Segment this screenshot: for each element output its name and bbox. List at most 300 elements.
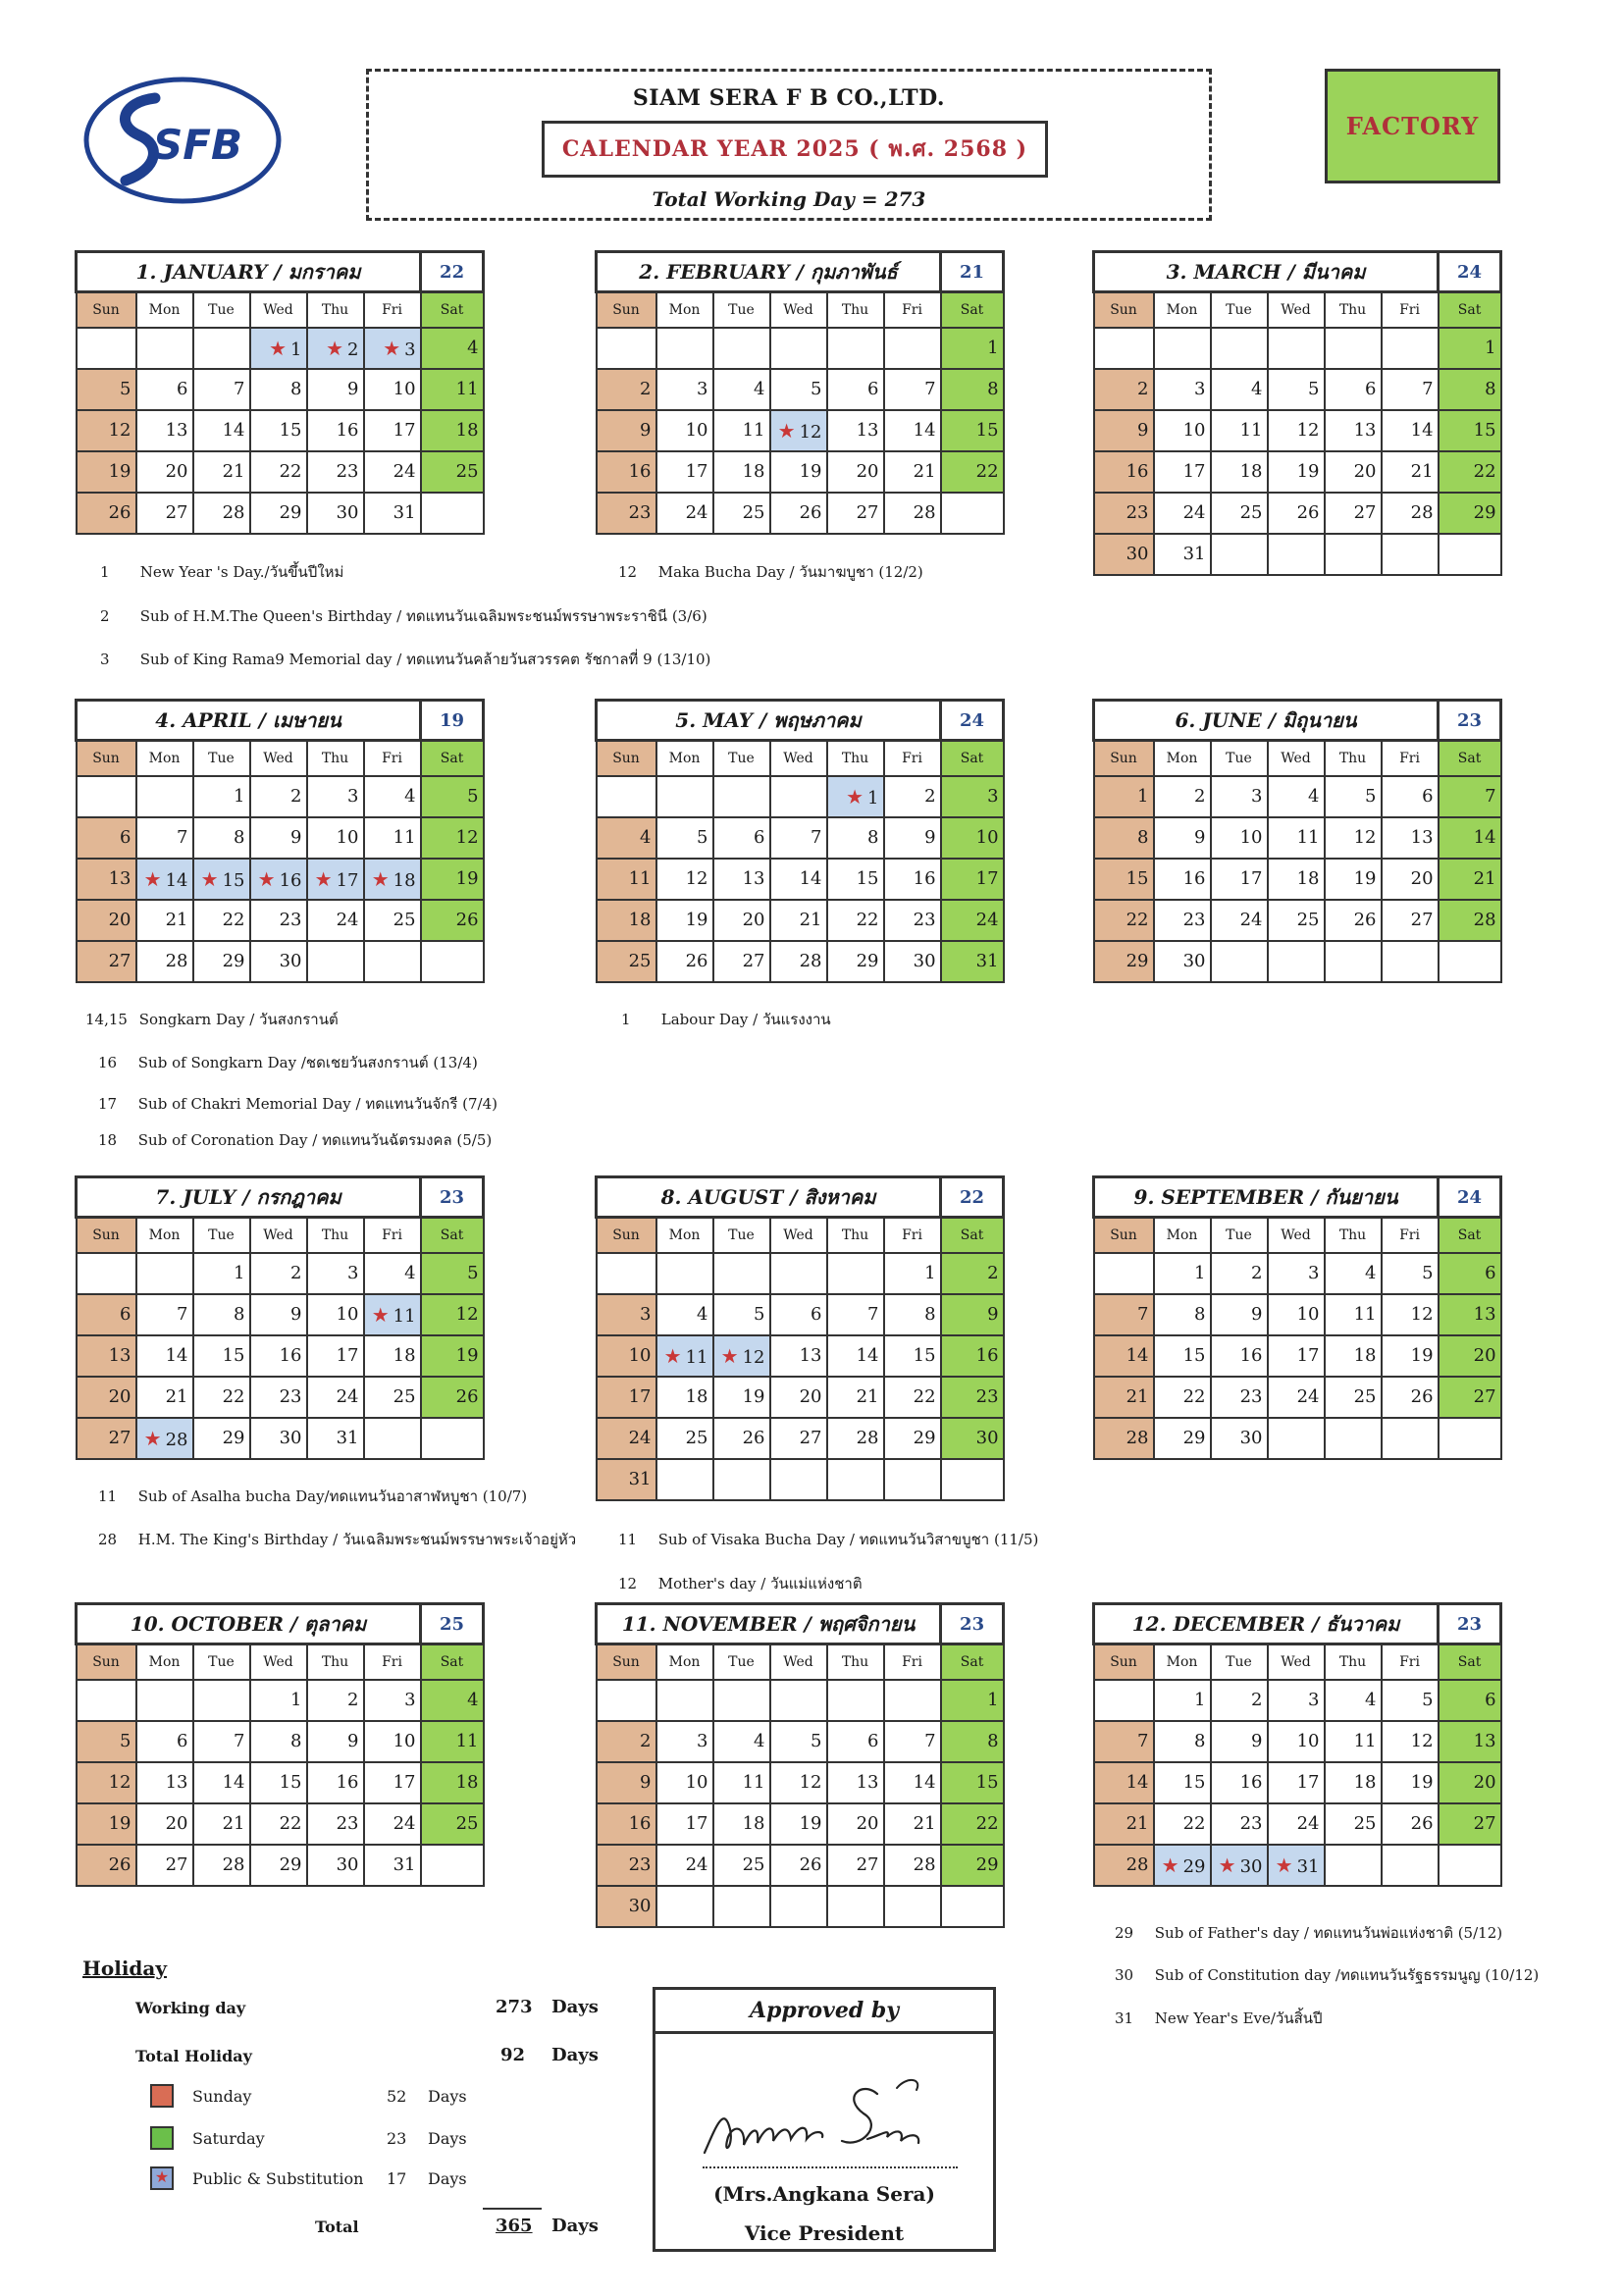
day-cell — [1211, 410, 1268, 451]
holiday-note: 29 Sub of Father's day / ทดแทนวันพ่อแห่งชาติ (5/12) — [1115, 1924, 1503, 1942]
empty-cell — [1325, 1845, 1382, 1886]
empty-cell — [884, 1886, 941, 1927]
weekday-header: Fri — [1382, 741, 1439, 776]
day-number: 3 — [404, 339, 416, 360]
approved-by-title: Approved by — [655, 1990, 993, 2034]
day-number: 5 — [1365, 786, 1377, 807]
day-cell — [656, 941, 713, 982]
day-cell — [770, 1377, 827, 1418]
approval-box — [653, 1987, 996, 2252]
day-cell — [770, 1294, 827, 1335]
empty-cell — [421, 941, 484, 982]
day-cell — [713, 1418, 770, 1459]
empty-cell — [1439, 1845, 1501, 1886]
day-cell — [136, 1418, 193, 1459]
day-number: 20 — [1353, 461, 1377, 482]
day-number: 2 — [640, 379, 652, 399]
sunday-label: Sunday — [192, 2087, 252, 2106]
day-cell — [941, 1680, 1004, 1721]
day-number: 24 — [393, 461, 416, 482]
holiday-note: 11 Sub of Asalha bucha Day/ทดแทนวันอาสาฬหบูชา (10/7) — [98, 1487, 528, 1505]
day-number: 30 — [1126, 544, 1149, 564]
total-holiday-label: Total Holiday — [135, 2047, 252, 2065]
empty-cell — [364, 1418, 421, 1459]
day-number: 13 — [108, 1345, 131, 1366]
day-cell — [713, 451, 770, 493]
day-cell — [770, 1335, 827, 1377]
day-cell — [1094, 1803, 1154, 1845]
holiday-note: 30 Sub of Constitution day /ทดแทนวันรัฐธรรมนูญ (10/12) — [1115, 1966, 1540, 1984]
weekday-header: Wed — [250, 292, 307, 328]
empty-cell — [364, 941, 421, 982]
day-cell — [656, 1762, 713, 1803]
holiday-star-icon: ★ — [1161, 1852, 1179, 1877]
day-cell — [770, 1845, 827, 1886]
month-title: 8. AUGUST / สิงหาคม — [597, 1177, 941, 1218]
day-cell — [77, 493, 136, 534]
day-number: 25 — [1353, 1386, 1377, 1407]
day-cell — [250, 1680, 307, 1721]
empty-cell — [1439, 1418, 1501, 1459]
day-number: 21 — [1473, 868, 1496, 889]
day-cell — [1154, 451, 1211, 493]
day-cell — [250, 1803, 307, 1845]
day-cell — [193, 900, 250, 941]
day-number: 6 — [1365, 379, 1377, 399]
day-cell — [827, 941, 884, 982]
day-number: 13 — [165, 1772, 188, 1793]
saturday-value: 23 — [387, 2129, 407, 2148]
empty-cell — [884, 1680, 941, 1721]
day-number: 18 — [393, 869, 416, 891]
day-number: 5 — [1422, 1263, 1434, 1283]
weekday-header: Fri — [884, 292, 941, 328]
weekday-header: Sun — [77, 1644, 136, 1680]
month-working-days: 23 — [941, 1604, 1004, 1644]
day-number: 1 — [987, 338, 999, 358]
weekday-header: Tue — [193, 741, 250, 776]
day-number: 24 — [628, 1428, 652, 1448]
day-number: 30 — [336, 1854, 359, 1875]
day-cell — [1094, 1294, 1154, 1335]
empty-cell — [136, 1253, 193, 1294]
day-number: 4 — [1365, 1690, 1377, 1710]
day-cell — [1154, 493, 1211, 534]
weekday-header: Mon — [136, 741, 193, 776]
day-cell — [1325, 776, 1382, 817]
day-number: 11 — [455, 1731, 479, 1751]
holiday-star-icon: ★ — [200, 866, 219, 891]
day-number: 1 — [1485, 338, 1496, 358]
day-cell — [656, 1294, 713, 1335]
total-working-day: Total Working Day = 273 — [652, 187, 926, 211]
day-number: 17 — [1296, 1772, 1320, 1793]
day-number: 15 — [279, 1772, 302, 1793]
day-number: 28 — [1473, 910, 1496, 930]
day-cell — [136, 1803, 193, 1845]
empty-cell — [193, 1680, 250, 1721]
day-cell — [307, 1803, 364, 1845]
day-cell — [364, 328, 421, 369]
public-unit: Days — [428, 2169, 467, 2188]
day-cell — [250, 859, 307, 900]
day-cell — [250, 1335, 307, 1377]
day-number: 28 — [165, 1429, 188, 1450]
day-number: 27 — [108, 1428, 131, 1448]
day-number: 4 — [754, 1731, 765, 1751]
day-number: 27 — [742, 951, 765, 971]
day-number: 21 — [165, 1386, 188, 1407]
day-cell — [884, 410, 941, 451]
day-number: 16 — [279, 1345, 302, 1366]
day-number: 6 — [811, 1304, 822, 1325]
day-cell — [193, 1721, 250, 1762]
day-cell — [421, 1803, 484, 1845]
weekday-header: Tue — [1211, 741, 1268, 776]
day-number: 3 — [1251, 786, 1263, 807]
weekday-header: Sat — [1439, 1644, 1501, 1680]
day-cell — [364, 900, 421, 941]
day-cell — [941, 1253, 1004, 1294]
weekday-header: Mon — [136, 292, 193, 328]
day-number: 18 — [455, 420, 479, 441]
day-number: 15 — [222, 1345, 245, 1366]
day-number: 21 — [856, 1386, 879, 1407]
empty-cell — [713, 328, 770, 369]
day-number: 5 — [467, 1263, 479, 1283]
day-cell — [1325, 1294, 1382, 1335]
day-cell — [1268, 1803, 1325, 1845]
day-number: 2 — [290, 786, 302, 807]
day-cell — [941, 1845, 1004, 1886]
day-cell — [1154, 1845, 1211, 1886]
day-cell — [713, 1294, 770, 1335]
total-holiday-value: 92 — [500, 2045, 526, 2065]
day-number: 21 — [1126, 1813, 1149, 1834]
day-number: 2 — [1137, 379, 1149, 399]
day-number: 30 — [279, 951, 302, 971]
day-number: 12 — [799, 1772, 822, 1793]
day-number: 13 — [799, 1345, 822, 1366]
day-number: 13 — [165, 420, 188, 441]
day-cell — [1094, 776, 1154, 817]
day-number: 8 — [987, 379, 999, 399]
day-cell — [1439, 1294, 1501, 1335]
month-title: 7. JULY / กรกฎาคม — [77, 1177, 421, 1218]
day-cell — [193, 451, 250, 493]
weekday-header: Sat — [941, 741, 1004, 776]
weekday-header: Fri — [884, 1644, 941, 1680]
holiday-note: 31 New Year's Eve/วันสิ้นปี — [1115, 2009, 1323, 2027]
day-cell — [77, 941, 136, 982]
day-number: 14 — [1473, 827, 1496, 848]
day-number: 10 — [1182, 420, 1206, 441]
day-number: 12 — [685, 868, 708, 889]
day-number: 10 — [1296, 1304, 1320, 1325]
day-number: 7 — [234, 1731, 245, 1751]
public-holiday-star-icon: ★ — [150, 2166, 174, 2190]
day-cell — [656, 900, 713, 941]
day-number: 27 — [1353, 502, 1377, 523]
holiday-note: 12 Mother's day / วันแม่แห่งชาติ — [618, 1575, 863, 1592]
weekday-header: Sat — [941, 1644, 1004, 1680]
day-cell — [1094, 941, 1154, 982]
day-cell — [1211, 776, 1268, 817]
month-working-days: 22 — [941, 1177, 1004, 1218]
weekday-header: Thu — [307, 1218, 364, 1253]
day-number: 5 — [120, 1731, 131, 1751]
day-cell — [421, 1680, 484, 1721]
weekday-header: Thu — [1325, 741, 1382, 776]
month-february — [595, 250, 1002, 535]
day-number: 14 — [222, 1772, 245, 1793]
day-number: 24 — [1239, 910, 1263, 930]
day-cell — [77, 859, 136, 900]
day-cell — [884, 1377, 941, 1418]
day-number: 25 — [393, 910, 416, 930]
day-cell — [1325, 900, 1382, 941]
day-number: 9 — [1251, 1304, 1263, 1325]
day-cell — [656, 1335, 713, 1377]
day-cell — [1382, 1294, 1439, 1335]
day-cell — [770, 410, 827, 451]
holiday-note: 18 Sub of Coronation Day / ทดแทนวันฉัตรมงคล (5/5) — [98, 1131, 493, 1149]
holiday-star-icon: ★ — [1275, 1852, 1293, 1877]
month-working-days: 25 — [421, 1604, 484, 1644]
empty-cell — [713, 1886, 770, 1927]
day-number: 4 — [754, 379, 765, 399]
day-cell — [421, 1335, 484, 1377]
weekday-header: Mon — [656, 292, 713, 328]
day-number: 24 — [1296, 1386, 1320, 1407]
day-cell — [1382, 1680, 1439, 1721]
day-number: 13 — [1410, 827, 1434, 848]
day-cell — [1094, 859, 1154, 900]
day-number: 11 — [393, 1305, 416, 1327]
day-number: 10 — [628, 1345, 652, 1366]
empty-cell — [1211, 328, 1268, 369]
signature-icon — [695, 2066, 969, 2174]
day-cell — [656, 1418, 713, 1459]
weekday-header: Wed — [1268, 1218, 1325, 1253]
day-number: 8 — [987, 1731, 999, 1751]
day-cell — [1382, 410, 1439, 451]
day-number: 14 — [1410, 420, 1434, 441]
day-cell — [1325, 1680, 1382, 1721]
day-cell — [77, 817, 136, 859]
day-cell — [941, 328, 1004, 369]
day-cell — [1268, 410, 1325, 451]
day-cell — [656, 859, 713, 900]
day-cell — [597, 410, 656, 451]
day-number: 8 — [1485, 379, 1496, 399]
month-title: 6. JUNE / มิถุนายน — [1094, 701, 1439, 741]
day-number: 14 — [913, 420, 936, 441]
day-cell — [136, 410, 193, 451]
day-number: 29 — [222, 1428, 245, 1448]
day-number: 13 — [1473, 1304, 1496, 1325]
day-number: 13 — [856, 420, 879, 441]
empty-cell — [1094, 1680, 1154, 1721]
day-cell — [1268, 1680, 1325, 1721]
month-working-days: 24 — [1439, 252, 1501, 292]
day-number: 17 — [393, 1772, 416, 1793]
day-cell — [193, 1335, 250, 1377]
day-cell — [941, 817, 1004, 859]
day-number: 17 — [628, 1386, 652, 1407]
day-number: 16 — [279, 869, 302, 891]
day-cell — [827, 1418, 884, 1459]
month-august — [595, 1175, 1002, 1501]
day-number: 8 — [1194, 1304, 1206, 1325]
day-cell — [307, 1294, 364, 1335]
day-cell — [884, 1418, 941, 1459]
day-number: 19 — [799, 461, 822, 482]
day-number: 21 — [1126, 1386, 1149, 1407]
day-cell — [250, 328, 307, 369]
empty-cell — [597, 776, 656, 817]
day-number: 3 — [347, 786, 359, 807]
day-cell — [421, 369, 484, 410]
day-number: 17 — [393, 420, 416, 441]
day-cell — [421, 1377, 484, 1418]
day-number: 9 — [347, 379, 359, 399]
day-number: 27 — [108, 951, 131, 971]
day-number: 18 — [1353, 1345, 1377, 1366]
day-number: 15 — [913, 1345, 936, 1366]
day-number: 13 — [1473, 1731, 1496, 1751]
day-number: 1 — [234, 786, 245, 807]
header-box — [366, 69, 1212, 221]
day-number: 10 — [1296, 1731, 1320, 1751]
day-number: 7 — [924, 379, 936, 399]
day-number: 29 — [913, 1428, 936, 1448]
day-number: 10 — [336, 827, 359, 848]
day-cell — [941, 451, 1004, 493]
day-cell — [770, 1762, 827, 1803]
day-number: 24 — [685, 1854, 708, 1875]
day-cell — [136, 859, 193, 900]
public-value: 17 — [387, 2169, 407, 2188]
day-cell — [307, 1762, 364, 1803]
day-number: 27 — [1473, 1813, 1496, 1834]
weekday-header: Sat — [941, 1218, 1004, 1253]
day-cell — [421, 1762, 484, 1803]
day-number: 3 — [697, 1731, 708, 1751]
day-cell — [827, 493, 884, 534]
day-number: 15 — [975, 420, 999, 441]
day-cell — [77, 1803, 136, 1845]
day-cell — [1094, 1377, 1154, 1418]
day-cell — [421, 410, 484, 451]
day-cell — [827, 1721, 884, 1762]
weekday-header: Fri — [1382, 1644, 1439, 1680]
day-cell — [307, 817, 364, 859]
day-cell — [250, 817, 307, 859]
day-number: 30 — [1239, 1428, 1263, 1448]
day-number: 12 — [455, 1304, 479, 1325]
day-number: 6 — [120, 827, 131, 848]
day-number: 27 — [799, 1428, 822, 1448]
day-number: 13 — [856, 1772, 879, 1793]
day-cell — [770, 451, 827, 493]
day-number: 15 — [1126, 868, 1149, 889]
day-number: 20 — [165, 1813, 188, 1834]
day-number: 9 — [290, 827, 302, 848]
weekday-header: Tue — [713, 1218, 770, 1253]
day-cell — [1094, 817, 1154, 859]
factory-badge: FACTORY — [1325, 69, 1500, 183]
empty-cell — [1325, 328, 1382, 369]
day-number: 6 — [1422, 786, 1434, 807]
day-cell — [136, 369, 193, 410]
day-number: 23 — [1126, 502, 1149, 523]
day-cell — [713, 1762, 770, 1803]
holiday-star-icon: ★ — [326, 336, 344, 360]
day-cell — [250, 1253, 307, 1294]
day-number: 2 — [1194, 786, 1206, 807]
day-cell — [364, 451, 421, 493]
day-cell — [770, 859, 827, 900]
day-cell — [1211, 1803, 1268, 1845]
weekday-header: Wed — [250, 741, 307, 776]
day-cell — [364, 817, 421, 859]
sfb-logo — [82, 75, 283, 207]
day-number: 3 — [987, 786, 999, 807]
day-cell — [713, 1335, 770, 1377]
day-cell — [941, 1762, 1004, 1803]
holiday-star-icon: ★ — [383, 336, 401, 360]
day-cell — [1211, 1680, 1268, 1721]
day-number: 17 — [1239, 868, 1263, 889]
day-cell — [421, 859, 484, 900]
holiday-note: 12 Maka Bucha Day / วันมาฆบูชา (12/2) — [618, 563, 923, 581]
day-cell — [193, 776, 250, 817]
day-cell — [193, 369, 250, 410]
day-cell — [193, 1377, 250, 1418]
day-number: 12 — [799, 421, 822, 443]
day-number: 27 — [1410, 910, 1434, 930]
working-day-unit: Days — [551, 1997, 599, 2017]
day-cell — [193, 1294, 250, 1335]
day-cell — [941, 776, 1004, 817]
day-cell — [193, 817, 250, 859]
day-number: 16 — [913, 868, 936, 889]
day-number: 12 — [1353, 827, 1377, 848]
day-number: 9 — [640, 1772, 652, 1793]
day-number: 22 — [1126, 910, 1149, 930]
day-cell — [884, 1803, 941, 1845]
weekday-header: Sat — [421, 292, 484, 328]
day-number: 9 — [1251, 1731, 1263, 1751]
day-cell — [1268, 451, 1325, 493]
day-cell — [1382, 1253, 1439, 1294]
empty-cell — [656, 1886, 713, 1927]
day-number: 12 — [1296, 420, 1320, 441]
day-cell — [656, 1803, 713, 1845]
weekday-header: Thu — [307, 292, 364, 328]
day-number: 18 — [1296, 868, 1320, 889]
day-cell — [1382, 1762, 1439, 1803]
day-number: 20 — [856, 461, 879, 482]
day-number: 31 — [393, 502, 416, 523]
day-cell — [364, 859, 421, 900]
day-number: 6 — [1485, 1263, 1496, 1283]
weekday-header: Mon — [1154, 741, 1211, 776]
day-number: 3 — [697, 379, 708, 399]
day-number: 5 — [754, 1304, 765, 1325]
day-cell — [1211, 493, 1268, 534]
